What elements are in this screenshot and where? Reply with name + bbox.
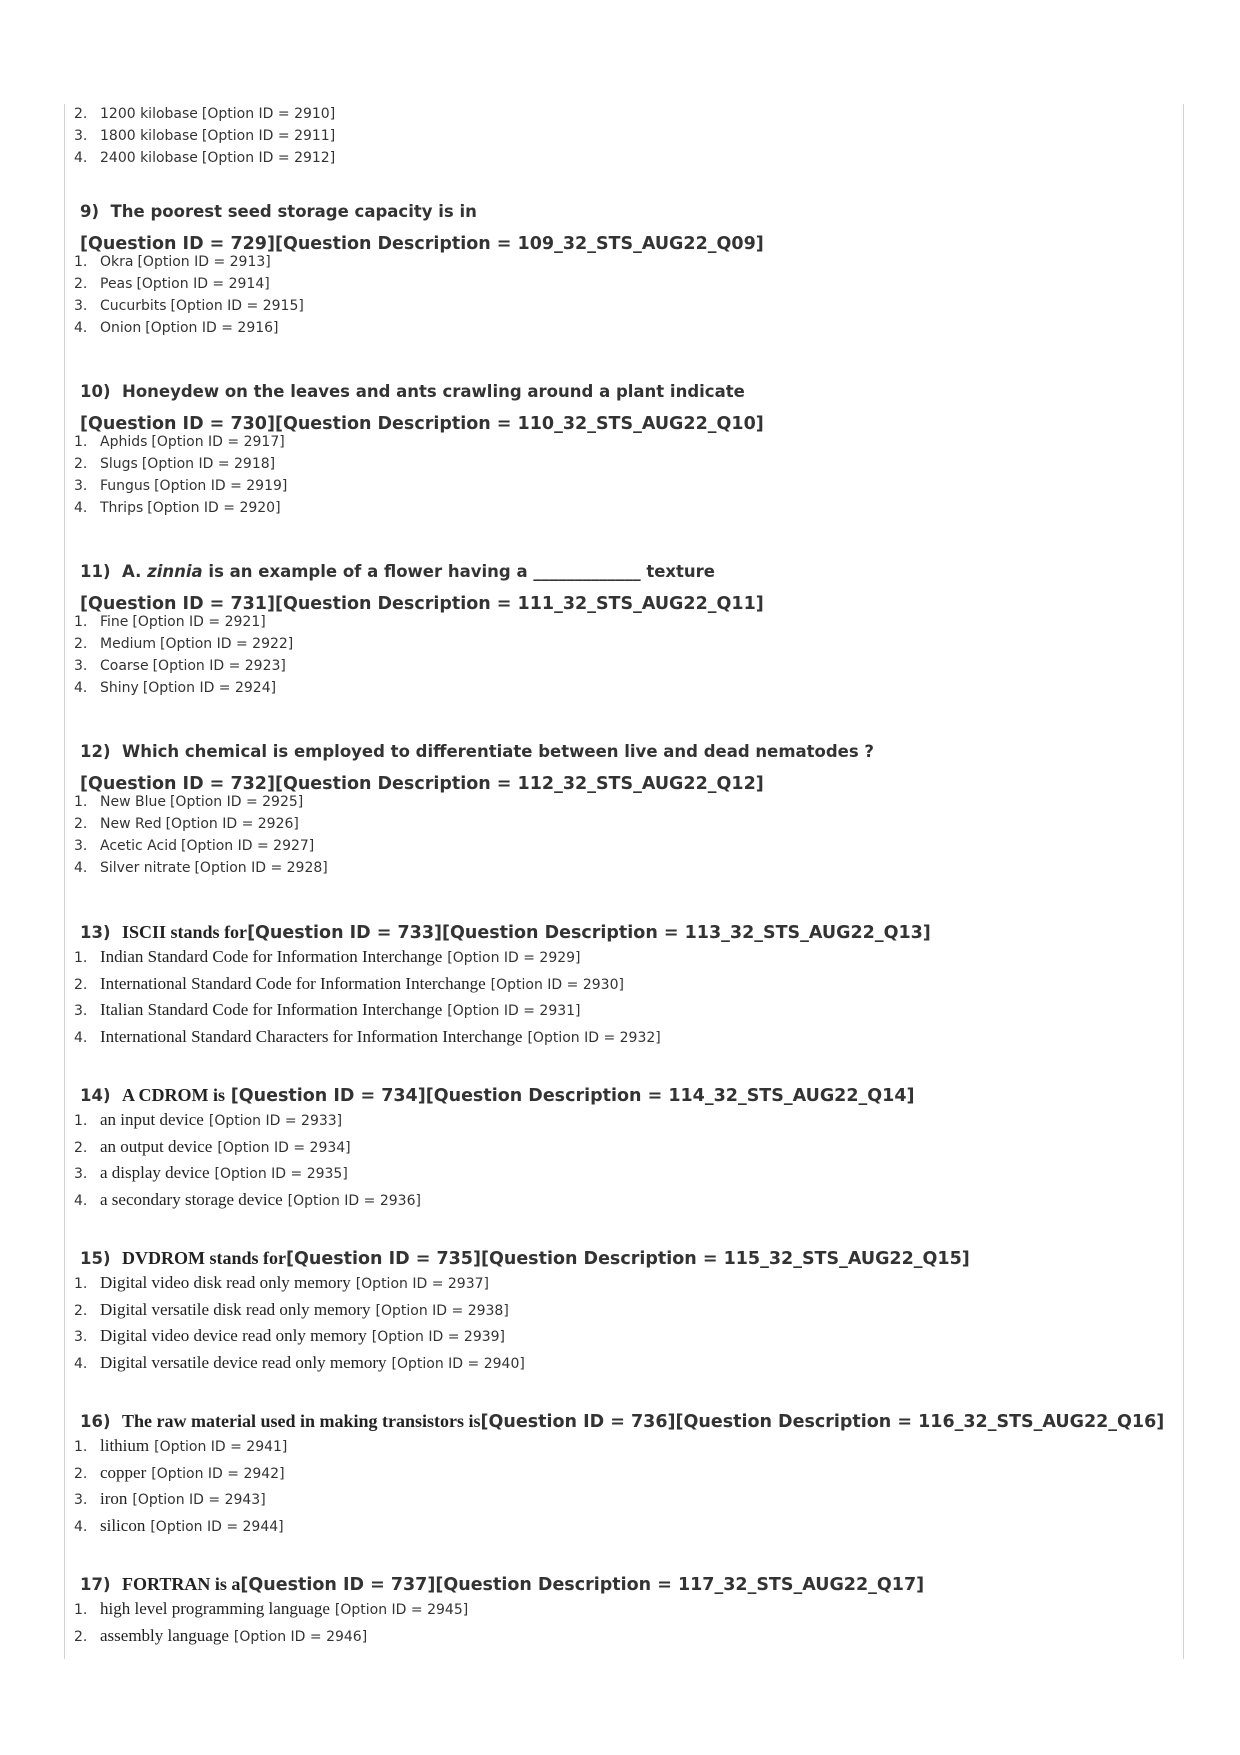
option-item: 2. Medium [Option ID = 2922] [74,636,294,652]
option-list [74,1110,1174,1216]
continued-options [74,106,1174,172]
question-11 [74,562,1174,702]
option-item: 1. New Blue [Option ID = 2925] [74,794,304,810]
option-list [74,106,1174,172]
option-item: 3. Cucurbits [Option ID = 2915] [74,298,304,314]
option-list [74,1599,1174,1652]
question-16 [74,1411,1174,1542]
option-item: 1. Digital video disk read only memory [Option ID = 2937] [74,1273,489,1292]
question-id-line: [Question ID = 732][Question Description = 112_32_STS_AUG22_Q12] [80,774,764,794]
option-item: 2. New Red [Option ID = 2926] [74,816,299,832]
option-item: 2. International Standard Code for Information Interchange [Option ID = 2930] [74,973,624,993]
question-stem: 12) Which chemical is employed to differentiate between live and dead nematodes ? [80,742,875,761]
option-item: 2. Digital versatile disk read only memory [Option ID = 2938] [74,1299,509,1319]
option-item: 1. Fine [Option ID = 2921] [74,614,266,630]
option-list [74,794,1174,882]
option-item: 3. Coarse [Option ID = 2923] [74,658,286,674]
option-item: 4. Digital versatile device read only memory [Option ID = 2940] [74,1352,525,1372]
option-item: 3. iron [Option ID = 2943] [74,1489,266,1508]
option-item: 2. 1200 kilobase [Option ID = 2910] [74,106,336,122]
option-list [74,947,1174,1053]
option-item: 2. assembly language [Option ID = 2946] [74,1625,368,1645]
option-item: 3. Digital video device read only memory [Option ID = 2939] [74,1326,506,1345]
option-item: 4. Thrips [Option ID = 2920] [74,500,281,516]
question-stem: 15) DVDROM stands for[Question ID = 735][Question Description = 115_32_STS_AUG22_Q15] [80,1248,970,1269]
option-item: 4. Silver nitrate [Option ID = 2928] [74,860,328,876]
option-item: 1. high level programming language [Option ID = 2945] [74,1599,469,1618]
option-item: 1. an input device [Option ID = 2933] [74,1110,343,1129]
option-item: 1. Okra [Option ID = 2913] [74,254,271,270]
option-item: 1. Aphids [Option ID = 2917] [74,434,285,450]
option-list [74,614,1174,702]
question-10 [74,382,1174,522]
option-item: 3. a display device [Option ID = 2935] [74,1163,348,1182]
option-item: 4. silicon [Option ID = 2944] [74,1515,284,1535]
question-9 [74,202,1174,342]
option-list [74,254,1174,342]
option-item: 2. Slugs [Option ID = 2918] [74,456,276,472]
option-item: 2. an output device [Option ID = 2934] [74,1136,351,1156]
option-item: 2. copper [Option ID = 2942] [74,1462,285,1482]
question-stem: 16) The raw material used in making transistors is[Question ID = 736][Question Description = 116_32_STS_AUG22_Q16] [80,1411,1165,1432]
option-item: 3. 1800 kilobase [Option ID = 2911] [74,128,336,144]
question-id-line: [Question ID = 729][Question Description = 109_32_STS_AUG22_Q09] [80,234,764,254]
question-13 [74,922,1174,1053]
question-stem: 11) A. zinnia is an example of a flower having a _____________ texture [80,562,715,581]
option-item: 4. a secondary storage device [Option ID = 2936] [74,1189,421,1209]
question-stem: 10) Honeydew on the leaves and ants crawling around a plant indicate [80,382,745,401]
question-12 [74,742,1174,882]
question-stem: 9) The poorest seed storage capacity is in [80,202,477,221]
option-item: 4. International Standard Characters for Information Interchange [Option ID = 2932] [74,1026,661,1046]
question-14 [74,1085,1174,1216]
question-id-line: [Question ID = 731][Question Description = 111_32_STS_AUG22_Q11] [80,594,764,614]
option-item: 2. Peas [Option ID = 2914] [74,276,270,292]
option-item: 4. Onion [Option ID = 2916] [74,320,279,336]
question-id-line: [Question ID = 730][Question Description = 110_32_STS_AUG22_Q10] [80,414,764,434]
option-item: 3. Fungus [Option ID = 2919] [74,478,288,494]
option-item: 1. Indian Standard Code for Information Interchange [Option ID = 2929] [74,947,581,966]
option-item: 4. Shiny [Option ID = 2924] [74,680,277,696]
option-item: 3. Italian Standard Code for Information Interchange [Option ID = 2931] [74,1000,581,1019]
option-list [74,1273,1174,1379]
question-15 [74,1248,1174,1379]
question-stem: 17) FORTRAN is a[Question ID = 737][Question Description = 117_32_STS_AUG22_Q17] [80,1574,925,1595]
option-list [74,434,1174,522]
option-list [74,1436,1174,1542]
option-item: 1. lithium [Option ID = 2941] [74,1436,288,1455]
question-17 [74,1574,1174,1652]
question-stem: 14) A CDROM is [Question ID = 734][Question Description = 114_32_STS_AUG22_Q14] [80,1085,915,1106]
option-item: 3. Acetic Acid [Option ID = 2927] [74,838,315,854]
question-stem: 13) ISCII stands for[Question ID = 733][Question Description = 113_32_STS_AUG22_Q13] [80,922,931,943]
option-item: 4. 2400 kilobase [Option ID = 2912] [74,150,336,166]
